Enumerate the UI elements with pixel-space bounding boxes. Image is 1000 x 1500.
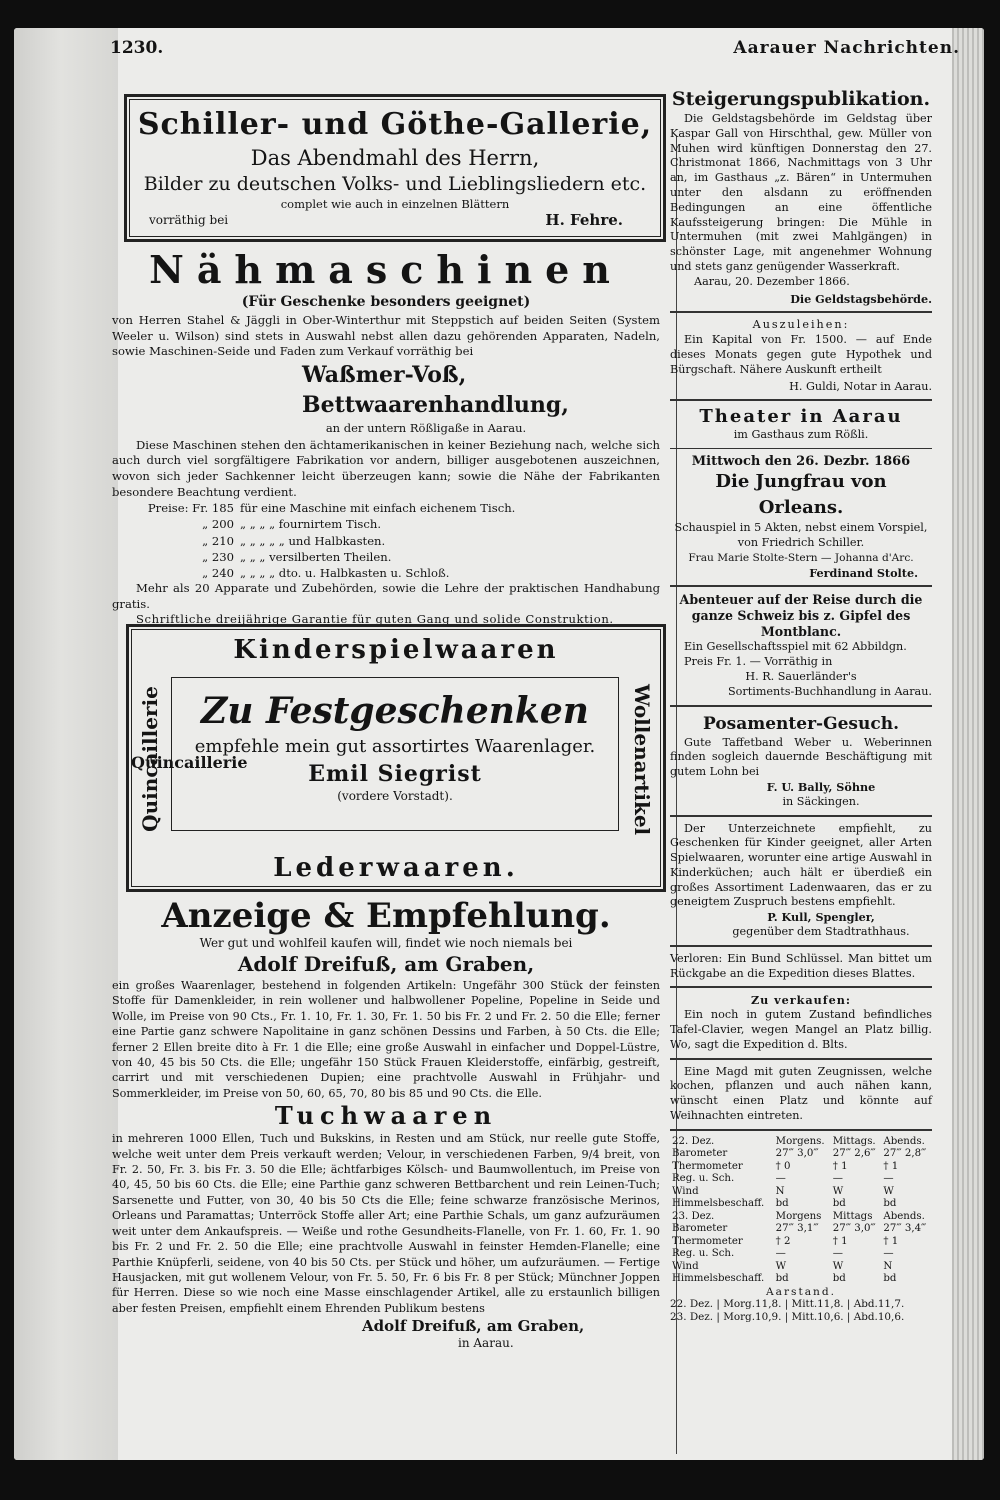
divider bbox=[670, 1129, 932, 1131]
kull-sig2: gegenüber dem Stadtrathhaus. bbox=[732, 925, 910, 939]
aarstand-row: 22. Dez. | Morg.11,8. | Mitt.11,8. | Abd.11,7. bbox=[670, 1297, 905, 1310]
abent-sig2: Sortiments-Buchhandlung in Aarau. bbox=[728, 684, 932, 698]
verk-body: Ein noch in gutem Zustand befindliches Tafel-Clavier, wegen Mangel an Platz billig. Wo, sagt die Expedition d. Blts. bbox=[670, 1008, 932, 1051]
divider bbox=[670, 585, 932, 587]
siegrist-bottom: Lederwaaren. bbox=[273, 853, 519, 883]
gallerie-title: Schiller- und Göthe-Gallerie, bbox=[137, 107, 653, 142]
theater-sub: im Gasthaus zum Rößli. bbox=[733, 428, 869, 442]
weather-row: Barometer 27‴ 3,1‴ 27‴ 3,0‴ 27‴ 3,4‴ bbox=[672, 1223, 927, 1235]
magd: Eine Magd mit guten Zeugnissen, welche kochen, pflanzen und auch nähen kann, wünscht einen Platz und könnte auf Weihnachten eintreten. bbox=[670, 1064, 932, 1123]
steig-body: Die Geldstagsbehörde im Geldstag über Kaspar Gall von Hirschthal, gew. Müller von Muhen wird künftigen Donnerstag den 27. Christmonat 1866, Nachmittags von 3 Uhr an, im Gasthaus „z. Bären“ in Untermuhen unter den alsdann zu eröffnenden Bedingungen an eine öffentliche Kaufssteigerung bringen: Die Mühle in Untermuhen (mit zwei Mahlgängen) in schönster Lage, mit angenehmer Wohnung und stets ganz genügender Wasserkraft. bbox=[670, 112, 932, 273]
siegrist-addr: (vordere Vorstadt). bbox=[337, 789, 453, 803]
siegrist-left-text: Quincaillerie bbox=[138, 686, 162, 832]
naehmaschinen-seller: Waßmer-Voß, Bettwaarenhandlung, bbox=[302, 361, 569, 418]
price-row: „ 200 „ „ „ „ fournirtem Tisch. bbox=[202, 517, 381, 532]
posam-sig: F. U. Bally, Söhne bbox=[766, 779, 876, 794]
ad-siegrist: Kinderspielwaaren Zu Festgeschenken empfehle mein gut assortirtes Waarenlager. Emil Siegrist (vordere Vorstadt). Quincaillerie Quincaillerie Wollenartikel Lederwaaren. bbox=[126, 624, 666, 892]
aarstand-title: Aarstand. bbox=[765, 1285, 836, 1298]
page-header bbox=[110, 34, 960, 64]
ausz-title: Auszuleihen: bbox=[752, 318, 850, 332]
price-row: „ 240 „ „ „ „ dto. u. Halbkasten u. Schloß. bbox=[202, 565, 450, 580]
theater-sig: Ferdinand Stolte. bbox=[809, 565, 918, 580]
gallerie-seller: H. Fehre. bbox=[545, 211, 623, 229]
weather-head: 23. Dez. Morgens Mittags Abends. bbox=[672, 1210, 925, 1222]
theater-play: Die Jungfrau von Orleans. bbox=[715, 471, 887, 519]
abent-body: Ein Gesellschaftsspiel mit 62 Abbildgn. Preis Fr. 1. — Vorräthig in bbox=[684, 640, 907, 669]
naehmaschinen-subtitle: (Für Geschenke besonders geeignet) bbox=[241, 294, 531, 310]
weather-row: Thermometer † 0 † 1 † 1 bbox=[672, 1160, 899, 1172]
theater-date: Mittwoch den 26. Dezbr. 1866 bbox=[691, 454, 911, 470]
steig-sig: Die Geldstagsbehörde. bbox=[790, 291, 932, 306]
divider bbox=[670, 311, 932, 313]
ausz-body: Ein Kapital von Fr. 1500. — auf Ende dieses Monats gegen gute Hypothek und Bürgschaft. Nähere Auskunft ertheilt bbox=[670, 333, 932, 376]
abent-sig: H. R. Sauerländer's bbox=[745, 669, 857, 683]
verk-title: Zu verkaufen: bbox=[750, 993, 852, 1008]
weather-table-1 bbox=[670, 1136, 932, 1286]
price-row: „ 210 „ „ „ „ „ und Halbkasten. bbox=[202, 533, 386, 548]
steig-date: Aarau, 20. Dezember 1866. bbox=[694, 274, 850, 288]
weather-row: Himmelsbeschaff. bd bd bd bbox=[672, 1198, 897, 1210]
weather-row: Reg. u. Sch. — — — bbox=[672, 1173, 894, 1185]
theater-title: Theater in Aarau bbox=[699, 406, 903, 428]
theater-cast: Frau Marie Stolte-Stern — Johanna d'Arc. bbox=[688, 551, 914, 564]
naehmaschinen-intro: von Herren Stahel & Jäggli in Ober-Winterthur mit Steppstich auf beiden Seiten (System Weeler u. Wilson) sind stets in Auswahl nebst allen dazu gehörenden Apparaten, Nadeln, sowie Maschinen-Seide und Faden zum Verkauf vorräthig bei bbox=[112, 313, 660, 359]
ausz-sig: H. Guldi, Notar in Aarau. bbox=[789, 379, 932, 393]
aarstand-row: 23. Dez. | Morg.10,9. | Mitt.10,6. | Abd.10,6. bbox=[670, 1310, 905, 1323]
divider bbox=[670, 986, 932, 988]
divider bbox=[670, 705, 932, 707]
weather-head: 22. Dez. Morgens. Mittags. Abends. bbox=[672, 1135, 925, 1147]
kull-sig: P. Kull, Spengler, bbox=[767, 910, 875, 925]
weather-row: Reg. u. Sch. — — — bbox=[672, 1248, 894, 1260]
divider bbox=[670, 945, 932, 947]
gallerie-line2: Bilder zu deutschen Volks- und Lieblingsliedern etc. bbox=[143, 173, 647, 195]
ad-naehmaschinen bbox=[112, 248, 660, 628]
ad-gallerie bbox=[124, 94, 666, 242]
weather-row: Wind N W W bbox=[672, 1185, 894, 1197]
gallerie-line4: vorräthig bei bbox=[149, 213, 229, 227]
price-row: Preise: Fr. 185 für eine Maschine mit einfach eichenem Tisch. bbox=[147, 501, 516, 516]
dreifuss-line1: Wer gut und wohlfeil kaufen will, findet wie noch niemals bei bbox=[199, 936, 573, 950]
dreifuss-title: Anzeige & Empfehlung. bbox=[161, 896, 611, 936]
dreifuss-sig-place: in Aarau. bbox=[458, 1336, 514, 1351]
siegrist-name: Emil Siegrist bbox=[308, 761, 482, 787]
right-column bbox=[670, 86, 932, 1324]
siegrist-line: empfehle mein gut assortirtes Waarenlager. bbox=[194, 736, 596, 757]
price-list bbox=[112, 500, 660, 581]
posam-sig2: in Säckingen. bbox=[782, 794, 860, 808]
siegrist-right-text: Wollenartikel bbox=[630, 684, 654, 836]
siegrist-top: Kinderspielwaaren bbox=[233, 635, 559, 665]
divider bbox=[670, 1058, 932, 1060]
steig-title: Steigerungspublikation. bbox=[671, 88, 931, 110]
divider bbox=[670, 815, 932, 817]
siegrist-headline: Zu Festgeschenken bbox=[201, 690, 589, 732]
naehmaschinen-note1: Mehr als 20 Apparate und Zubehörden, sowie die Lehre der praktischen Handhabung gratis. bbox=[112, 581, 660, 611]
naehmaschinen-note2: Schriftliche dreijährige Garantie für guten Gang und solide Construktion. bbox=[136, 612, 614, 627]
naehmaschinen-body: Diese Maschinen stehen den ächtamerikanischen in keiner Beziehung nach, welche sich auch durch viel sorgfältigere Fabrikation vor andern, billiger ausgebotenen auszeichnen, wovon sich jeder Sachkenner leicht überzeugen kann; sowie die Nähe der Fabrikanten besondere Beachtung verdient. bbox=[112, 437, 660, 499]
page-gutter bbox=[14, 28, 118, 1460]
dreifuss-body1: ein großes Waarenlager, bestehend in folgenden Artikeln: Ungefähr 300 Stück der feinsten Stoffe für Damenkleider, in rein wollener und halbwollener Popeline, Popeline in Seide und Wolle, im Preise von 90 Cts., Fr. 1. 10, Fr. 1. 30, Fr. 1. 50 bis Fr. 2 und Fr. 2. 50 die Elle; ferner eine Partie ganz schwere Napolitaine in ganz schönen Dessins und Farben, à 50 Cts. die Elle; ferner 2 Ellen breite dito à Fr. 1 die Elle; eine große Auswahl in einfacher und Doppel-Lüstre, von 40, 45 bis 50 Cts. die Elle; ungefähr 150 Stück Frauen Kleiderstoffe, einfärbig, gestreift, carrirt und mit verschiedenen Dupien; eine prachtvolle Auswahl in Frühjahr- und Sommerkleider, im Preise von 50, 60, 65, 70, 80 bis 85 und 90 Cts. die Elle. bbox=[112, 979, 660, 1100]
posam-body: Gute Taffetband Weber u. Weberinnen finden sogleich dauernde Beschäftigung mit gutem Lohn bei bbox=[670, 735, 932, 779]
abent-title: Abenteuer auf der Reise durch die ganze Schweiz bis z. Gipfel des Montblanc. bbox=[679, 592, 923, 640]
gallerie-line1: Das Abendmahl des Herrn, bbox=[250, 146, 540, 170]
price-row: „ 230 „ „ „ versilberten Theilen. bbox=[202, 549, 392, 564]
theater-desc: Schauspiel in 5 Akten, nebst einem Vorspiel, von Friedrich Schiller. bbox=[674, 521, 928, 549]
posam-title: Posamenter-Gesuch. bbox=[703, 713, 899, 734]
dreifuss-body2: in mehreren 1000 Ellen, Tuch und Bukskins, in Resten und am Stück, nur reelle gute Stoffe, welche weit unter dem Preis verkauft werden; Velour, in verschiedenen Farben, 9/4 breit, von Fr. 2. 50, Fr. 3. bis Fr. 3. 50 die Elle; ächtfarbiges Kölsch- und Baumwollentuch, im Preise von 40, 45, 50 bis 60 Cts. die Elle; eine Parthie ganz schweren Bettbarchent und rein Leinen-Tuch; Sarsenette und Futter, von 30, 40 bis 50 Cts die Elle; feine schwarze französische Merinos, Orleans und Paramattas; Unterröck Stoffe aller Art; eine Parthie Schals, um ganz aufzuräumen weit unter dem Ankaufspreis. — Weiße und rothe Gesundheits-Flanelle, von Fr. 1. 60, Fr. 1. 90 bis Fr. 2 und Fr. 2. 50 die Elle; eine prachtvolle Auswahl in feinster Hemden-Flanelle; eine Parthie Knüpferli, seidene, von 40 bis 50 Cts. per Stück und höher, um aufzuräumen. — Fertige Hausjacken, mit gut wollenem Velour, von Fr. 5. 50, Fr. 6 bis Fr. 8 per Stück; Münchner Joppen für Herren. Diese so wie noch eine Masse einschlagender Artikel, alle zu erstaunlich billigen aber festen Preisen, empfiehlt einem Ehrenden Publikum bestens bbox=[112, 1132, 660, 1315]
weather-row: Barometer 27‴ 3,0‴ 27‴ 2,6‴ 27‴ 2,8‴ bbox=[672, 1148, 927, 1160]
weather-row: Himmelsbeschaff. bd bd bd bbox=[672, 1273, 897, 1285]
naehmaschinen-title: Nähmaschinen bbox=[149, 247, 623, 292]
weather-row: Wind W W N bbox=[672, 1260, 893, 1272]
dreifuss-subtitle: Tuchwaaren bbox=[274, 1101, 498, 1131]
ad-dreifuss bbox=[112, 896, 660, 1350]
divider bbox=[670, 399, 932, 401]
dreifuss-name: Adolf Dreifuß, am Graben, bbox=[237, 952, 535, 976]
weather-row: Thermometer † 2 † 1 † 1 bbox=[672, 1235, 899, 1247]
page-number: 1230. bbox=[110, 38, 164, 58]
verloren: Verloren: Ein Bund Schlüssel. Man bittet um Rückgabe an die Expedition dieses Blattes. bbox=[670, 951, 932, 980]
kull-body: Der Unterzeichnete empfiehlt, zu Geschenken für Kinder geeignet, aller Arten Spielwaaren, worunter eine artige Auswahl in Kinderküchen; auch hält er überdieß ein großes Assortiment Ladenwaaren, das er zu geneigtem Zuspruch bestens empfiehlt. bbox=[670, 821, 932, 909]
newspaper-title: Aarauer Nachrichten. bbox=[733, 38, 960, 58]
divider bbox=[670, 448, 932, 449]
naehmaschinen-seller-addr: an der untern Rößligaße in Aarau. bbox=[325, 420, 527, 435]
dreifuss-sig: Adolf Dreifuß, am Graben, bbox=[362, 1317, 585, 1336]
page-edge bbox=[952, 28, 984, 1460]
gallerie-line3: complet wie auch in einzelnen Blättern bbox=[280, 197, 510, 211]
